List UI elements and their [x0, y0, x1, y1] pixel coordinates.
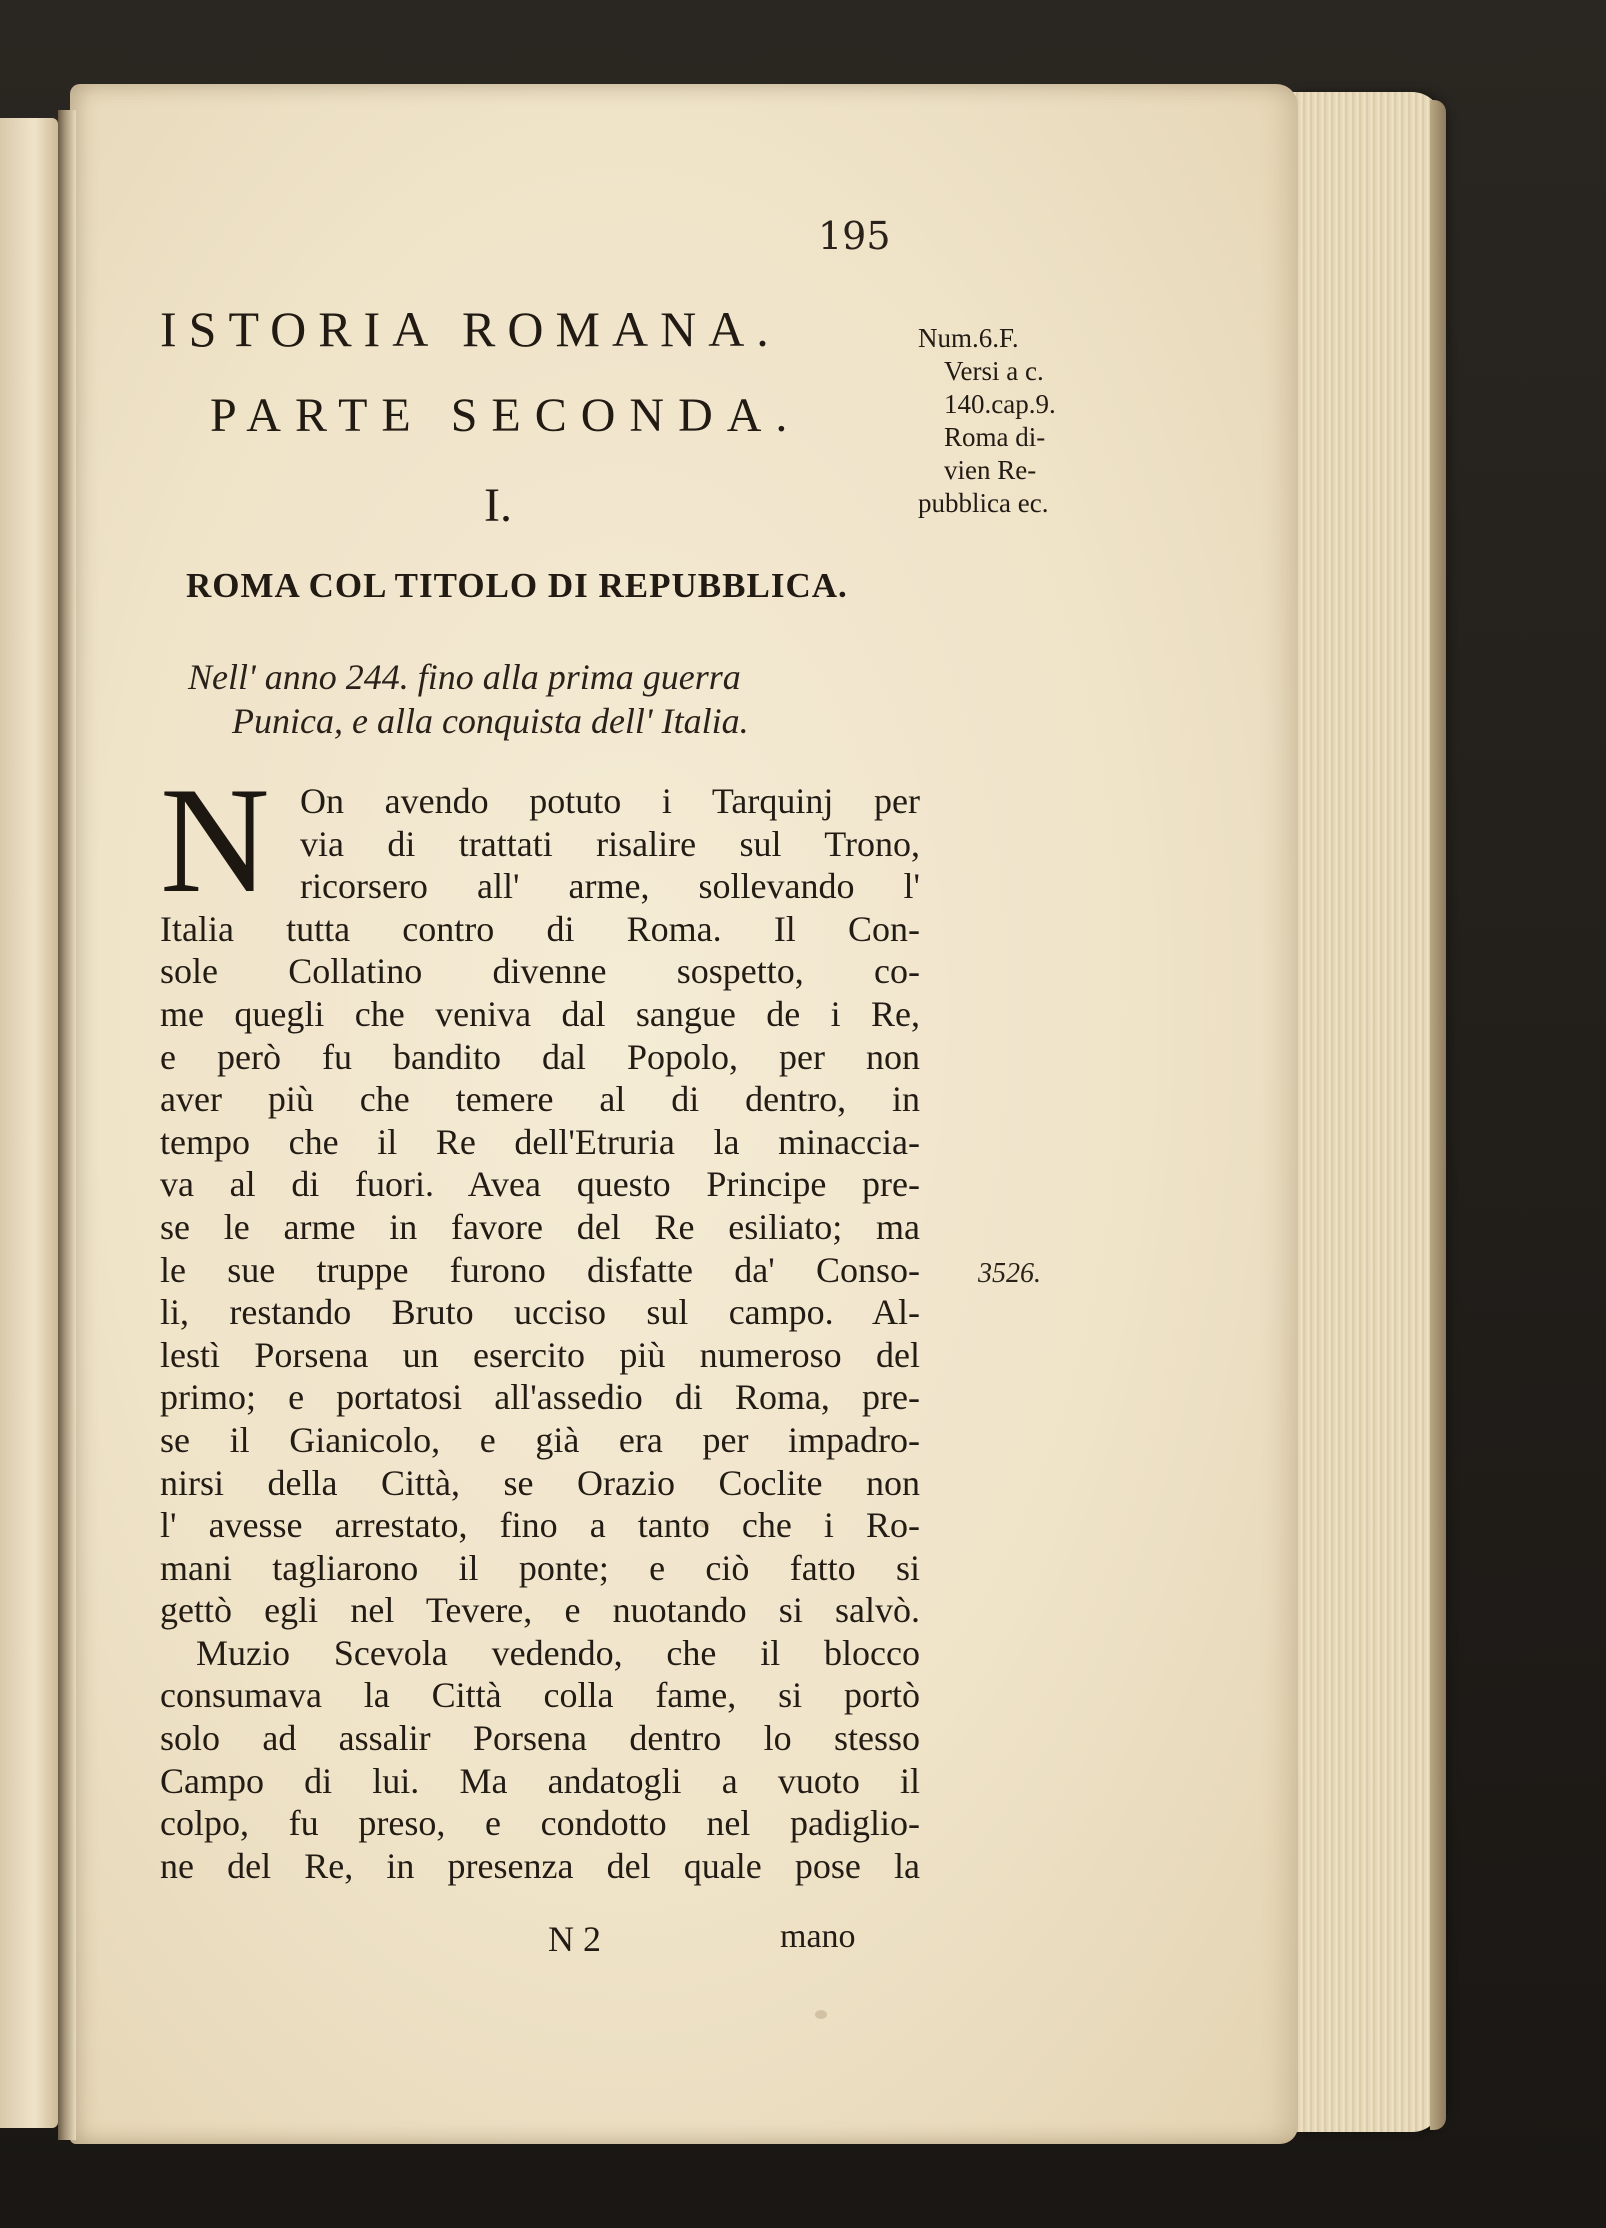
- margin-note-line: 140.cap.9.: [944, 389, 1056, 419]
- body-line: se le arme in favore del Re esiliato; ma: [160, 1206, 920, 1247]
- page-number: 195: [818, 214, 891, 258]
- body-line: gettò egli nel Tevere, e nuotando si salvò.: [160, 1590, 920, 1631]
- body-line: colpo, fu preso, e condotto nel padiglio-: [160, 1803, 920, 1844]
- body-line: e però fu bandito dal Popolo, per non: [160, 1036, 920, 1077]
- body-line: sole Collatino divenne sospetto, co-: [160, 951, 920, 992]
- body-line: On avendo potuto i Tarquinj per: [300, 781, 920, 821]
- italic-heading-line: Punica, e alla conquista dell' Italia.: [232, 701, 749, 741]
- body-line: solo ad assalir Porsena dentro lo stesso: [160, 1718, 920, 1759]
- body-line: Campo di lui. Ma andatogli a vuoto il: [160, 1760, 920, 1801]
- margin-note: [918, 322, 1128, 520]
- body-line: se il Gianicolo, e già era per impadro-: [160, 1419, 920, 1460]
- italic-heading-line: Nell' anno 244. fino alla prima guerra: [188, 657, 741, 697]
- body-line: ne del Re, in presenza del quale pose la: [160, 1845, 920, 1886]
- facing-page-edge: [0, 118, 58, 2128]
- body-line: nirsi della Città, se Orazio Coclite non: [160, 1462, 920, 1503]
- body-line: ricorsero all' arme, sollevando l': [300, 866, 920, 907]
- body-line: aver più che temere al di dentro, in: [160, 1079, 920, 1120]
- body-line: lestì Porsena un esercito più numeroso del: [160, 1334, 920, 1375]
- margin-note-line: Num.6.F.: [918, 323, 1019, 353]
- book-page-edges: [1292, 92, 1442, 2132]
- book-gutter: [58, 110, 76, 2140]
- body-line: via di trattati risalire sul Trono,: [300, 823, 920, 864]
- body-line: le sue truppe furono disfatte da' Conso-: [160, 1249, 920, 1290]
- body-line: va al di fuori. Avea questo Principe pre-: [160, 1164, 920, 1205]
- signature-mark: N 2: [548, 1919, 601, 1959]
- body-line: me quegli che veniva dal sangue de i Re,: [160, 993, 920, 1034]
- body-line: Muzio Scevola vedendo, che il blocco: [196, 1632, 920, 1673]
- paper-spot: [815, 2010, 827, 2019]
- margin-note-line: Versi a c.: [944, 356, 1044, 386]
- section-heading: ROMA COL TITOLO DI REPUBBLICA.: [186, 566, 848, 605]
- drop-cap: N: [160, 756, 270, 924]
- body-text: [160, 780, 920, 1887]
- body-line: primo; e portatosi all'assedio di Roma, pre-: [160, 1377, 920, 1418]
- margin-note-line: pubblica ec.: [918, 488, 1049, 518]
- body-line: l' avesse arrestato, fino a tanto che i Ro-: [160, 1505, 920, 1546]
- margin-note-line: Roma di-: [944, 422, 1046, 452]
- body-line: consumava la Città colla fame, si portò: [160, 1675, 920, 1716]
- body-line: li, restando Bruto ucciso sul campo. Al-: [160, 1292, 920, 1333]
- margin-note-line: vien Re-: [944, 455, 1037, 485]
- body-line: mani tagliarono il ponte; e ciò fatto si: [160, 1547, 920, 1588]
- page-title: ISTORIA ROMANA.: [160, 301, 781, 357]
- body-line: Italia tutta contro di Roma. Il Con-: [160, 908, 920, 949]
- margin-date: 3526.: [978, 1258, 1041, 1289]
- catchword: mano: [780, 1918, 856, 1955]
- section-number: I.: [484, 479, 512, 532]
- page-subtitle: PARTE SECONDA.: [210, 389, 802, 442]
- body-line: tempo che il Re dell'Etruria la minaccia-: [160, 1121, 920, 1162]
- book-cover-edge: [1430, 100, 1446, 2130]
